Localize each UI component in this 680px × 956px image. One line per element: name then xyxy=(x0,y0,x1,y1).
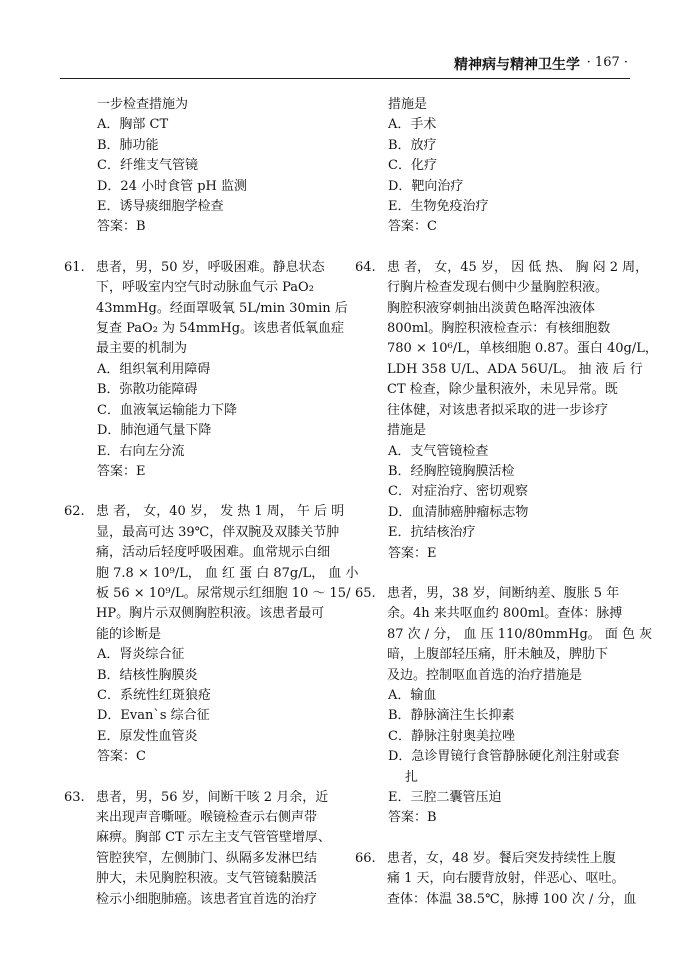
question-text: 检示小细胞肺癌。该患者宜首选的治疗 xyxy=(96,891,318,907)
question-text: 43mmHg。经面罩吸氧 5L/min 30min 后 xyxy=(96,300,348,316)
question-text: 往体健，对该患者拟采取的进一步诊疗 xyxy=(387,402,609,418)
question-number: 62. xyxy=(64,504,85,520)
option-a: A．组织氧利用障碍 xyxy=(97,361,211,377)
option-d-continued: 扎 xyxy=(405,769,419,785)
option-d: D．血清肺癌肿瘤标志物 xyxy=(388,504,529,520)
option-b: B．结核性胸膜炎 xyxy=(97,667,198,683)
option-a: A．肾炎综合征 xyxy=(97,647,185,663)
option-c: C．系统性红斑狼疮 xyxy=(97,687,211,703)
option-d: D．肺泡通气量下降 xyxy=(97,423,212,439)
continuation-question xyxy=(64,95,346,238)
question-text: 能的诊断是 xyxy=(96,626,162,642)
option-a: A．胸部 CT xyxy=(97,117,169,133)
question-text: 板 56 × 10⁹/L。尿常规示红细胞 10 ～ 15/ xyxy=(96,585,351,601)
question-text: 暗，上腹部轻压痛，肝未触及，脾肋下 xyxy=(387,647,609,663)
answer: 答案：C xyxy=(388,219,437,235)
answer: 答案：B xyxy=(97,219,146,235)
question-text: 患者，男，38 岁，间断纳差、腹胀 5 年 xyxy=(387,585,620,601)
option-a: A．支气管镜检查 xyxy=(388,443,489,459)
question-64 xyxy=(355,258,658,564)
option-a: A．输血 xyxy=(388,687,437,703)
answer: 答案：E xyxy=(97,463,146,479)
answer: 答案：C xyxy=(97,749,146,765)
option-e: E．三腔二囊管压迫 xyxy=(388,790,502,805)
question-text: 780 × 10⁶/L，单核细胞 0.87。蛋白 40g/L， xyxy=(387,341,658,357)
option-b: B．静脉滴注生长抑素 xyxy=(388,708,515,724)
page-header xyxy=(60,48,630,79)
question-text: 胞 7.8 × 10⁹/L， 血 红 蛋 白 87g/L， 血 小 xyxy=(96,565,359,581)
option-e: E．诱导痰细胞学检查 xyxy=(97,199,224,215)
option-b: B．肺功能 xyxy=(97,137,159,153)
question-text: 显，最高可达 39℃，伴双腕及双膝关节肿 xyxy=(96,524,340,540)
option-e: E．生物免疫治疗 xyxy=(388,199,489,215)
question-text: 87 次 / 分， 血 压 110/80mmHg。 面 色 灰 xyxy=(387,626,653,642)
option-d: D．靶向治疗 xyxy=(388,178,464,194)
option-b: B．弥散功能障碍 xyxy=(97,382,198,398)
option-a: A．手术 xyxy=(388,117,437,133)
right-column xyxy=(355,95,658,910)
question-text: 行胸片检查发现右侧中少量胸腔积液。 xyxy=(387,280,609,296)
option-c: C．静脉注射奥美拉唑 xyxy=(388,728,515,744)
question-text: 麻痹。胸部 CT 示左主支气管管壁增厚、 xyxy=(96,830,331,846)
option-c: C．纤维支气管镜 xyxy=(97,158,198,174)
question-text: 余。4h 来共呕血约 800ml。查体：脉搏 xyxy=(387,606,623,622)
running-title: 精神病与精神卫生学 xyxy=(454,57,580,73)
question-text: 最主要的机制为 xyxy=(96,341,188,357)
question-text: LDH 358 U/L、ADA 56U/L。 抽 液 后 行 xyxy=(387,361,643,377)
answer: 答案：B xyxy=(388,810,437,826)
option-e: E．抗结核治疗 xyxy=(388,525,476,541)
question-62 xyxy=(64,502,359,767)
question-text: 患 者， 女，40 岁， 发 热 1 周， 午 后 明 xyxy=(96,504,345,520)
option-d: D．24 小时食管 pH 监测 xyxy=(97,178,248,194)
question-text: 管腔狭窄，左侧肺门、纵隔多发淋巴结 xyxy=(96,850,318,866)
question-number: 63. xyxy=(64,789,85,805)
option-e: E．右向左分流 xyxy=(97,443,185,459)
question-text: 患 者， 女，45 岁， 因 低 热、 胸 闷 2 周， xyxy=(387,259,649,275)
option-b: B．经胸腔镜胸膜活检 xyxy=(388,463,515,479)
question-number: 61. xyxy=(64,259,85,275)
question-text: 来出现声音嘶哑。喉镜检查示右侧声带 xyxy=(96,810,318,825)
question-63 xyxy=(64,788,346,910)
question-text: 患者，女，48 岁。餐后突发持续性上腹 xyxy=(387,850,616,866)
question-number: 64. xyxy=(355,259,376,275)
option-c: C．化疗 xyxy=(388,158,437,174)
question-66 xyxy=(355,849,637,910)
question-text: 痛，活动后轻度呼吸困难。血常规示白细 xyxy=(96,545,331,561)
question-text: 痛 1 天，向右腰背放射，伴恶心、呕吐。 xyxy=(387,871,625,887)
question-text: 800ml。胸腔积液检查示：有核细胞数 xyxy=(387,321,611,337)
question-text: CT 检查，除少量积液外，未见异常。既 xyxy=(387,382,618,398)
option-e: E．原发性血管炎 xyxy=(97,728,198,744)
option-c: C．血液氧运输能力下降 xyxy=(97,402,237,418)
question-65 xyxy=(355,584,653,829)
question-text: 及边。控制呕血首选的治疗措施是 xyxy=(387,667,583,683)
question-text: 一步检查措施为 xyxy=(97,97,189,112)
question-text: 查体：体温 38.5℃，脉搏 100 次 / 分，血 xyxy=(387,891,637,907)
option-c: C．对症治疗、密切观察 xyxy=(388,484,528,500)
question-text: 患者，男，56 岁，间断干咳 2 月余，近 xyxy=(96,789,329,805)
option-d: D．急诊胃镜行食管静脉硬化剂注射或套 xyxy=(388,749,620,765)
option-d: D．Evan`s 综合征 xyxy=(97,708,210,724)
question-number: 65. xyxy=(355,585,376,601)
option-b: B．放疗 xyxy=(388,137,437,153)
question-text: 措施是 xyxy=(388,97,428,112)
question-text: 患者，男，50 岁，呼吸困难。静息状态 xyxy=(96,259,325,275)
answer: 答案：E xyxy=(388,545,437,561)
left-column xyxy=(64,95,359,910)
question-text: 肿大，未见胸腔积液。支气管镜黏膜活 xyxy=(96,871,318,887)
continuation-question xyxy=(355,95,631,238)
page-number: · 167 · xyxy=(586,55,628,70)
question-text: 胸腔积液穿刺抽出淡黄色略浑浊液体 xyxy=(387,300,596,316)
question-text: 措施是 xyxy=(387,423,427,439)
question-text: 复查 PaO₂ 为 54mmHg。该患者低氧血症 xyxy=(96,321,345,337)
question-text: HP。胸片示双侧胸腔积液。该患者最可 xyxy=(96,606,325,622)
question-text: 下，呼吸室内空气时动脉血气示 PaO₂ xyxy=(96,280,314,296)
question-number: 66. xyxy=(355,850,376,866)
question-61 xyxy=(64,258,346,482)
